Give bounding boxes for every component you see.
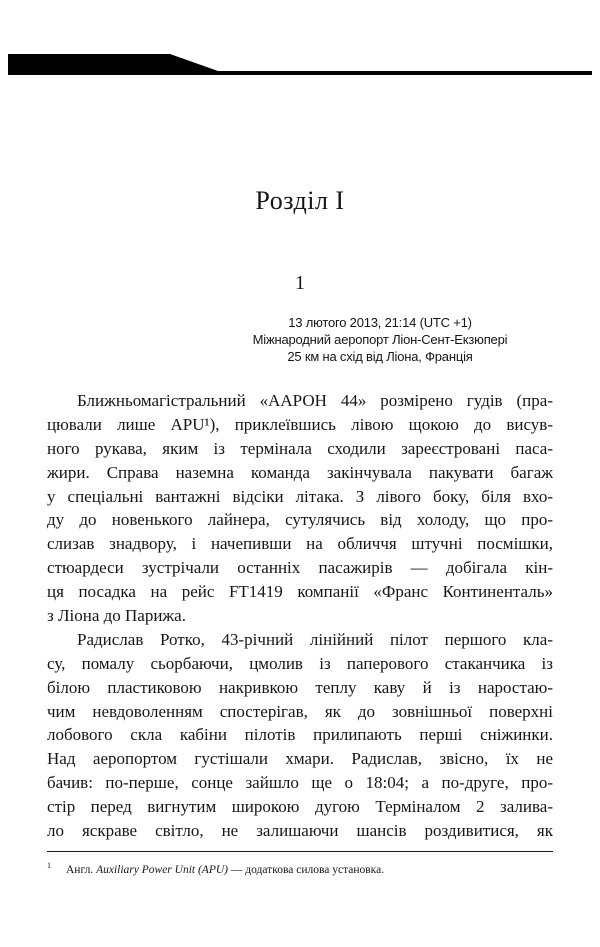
text-line: чим невдоволенням спостерігав, як до зовнішньої поверхні [47,701,553,721]
text-line: у спеціальні вантажні відсіки літака. З лівого боку, біля вхо- [47,486,553,506]
footnote-lang-label: Англ. [66,863,94,876]
text-line: стюардеси зустрічали останніх пасажирів — добігала кін- [47,558,553,578]
dateline-datetime: 13 лютого 2013, 21:14 (UTC +1) [288,315,472,330]
footnote [47,858,553,878]
text-line: Радислав Ротко, 43-річний лінійний пілот першого кла- [77,629,553,649]
text-line: ду до новенького лайнера, сутулячись від холоду, що про- [47,510,553,530]
header-swoosh-rule [0,0,600,80]
text-line: су, помалу сьорбаючи, цмолив із паперового стаканчика із [47,653,553,673]
text-line: з Ліона до Парижа. [47,606,186,626]
dateline-location: Міжнародний аеропорт Ліон-Сент-Екзюпері [252,332,508,347]
text-line: Над аеропортом густішали хмари. Радислав, звісно, їх не [47,749,553,769]
text-line: ло яскраве світло, не залишаючи шансів роздивитися, як [47,821,553,841]
dateline-region: 25 км на схід від Ліона, Франція [287,349,473,364]
text-line: лобового скла кабіни пілотів прилипають перші сніжинки. [47,725,553,745]
paragraph [47,628,553,843]
text-line: ного рукава, яким із термінала сходили зареєстровані паса- [47,438,553,458]
text-line: Ближньомагістральний «ААРОН 44» розмірено гудів (пра- [77,391,553,410]
text-line: слизав знадвору, і начепивши на обличчя штучні посмішки, [47,534,553,554]
text-line: жири. Справа наземна команда закінчувала пакувати багаж [47,462,553,482]
text-line: ця посадка на рейс FT1419 компанії «Франс Континенталь» [47,582,553,602]
text-line: стір перед вигнутим широкою дугою Терміналом 2 залива- [47,797,553,817]
text-line: білою пластиковою накривкою теплу каву й із наростаю- [47,677,553,697]
footnote-separator-rule [47,851,553,852]
footnote-marker: 1 [47,861,51,870]
section-number: 1 [295,272,305,294]
text-line: бачив: по-перше, сонце зайшло ще о 18:04; а по-друге, про- [47,773,553,793]
body-text [47,389,553,843]
footnote-definition: — додаткова силова установка. [230,863,385,876]
chapter-title: Розділ I [255,186,345,215]
dateline [250,314,510,365]
text-line: цювали лише APU¹), приклеївшись лівою щокою до висув- [47,414,553,434]
paragraph [47,389,553,628]
footnote-term: Auxiliary Power Unit (APU) [96,863,228,876]
